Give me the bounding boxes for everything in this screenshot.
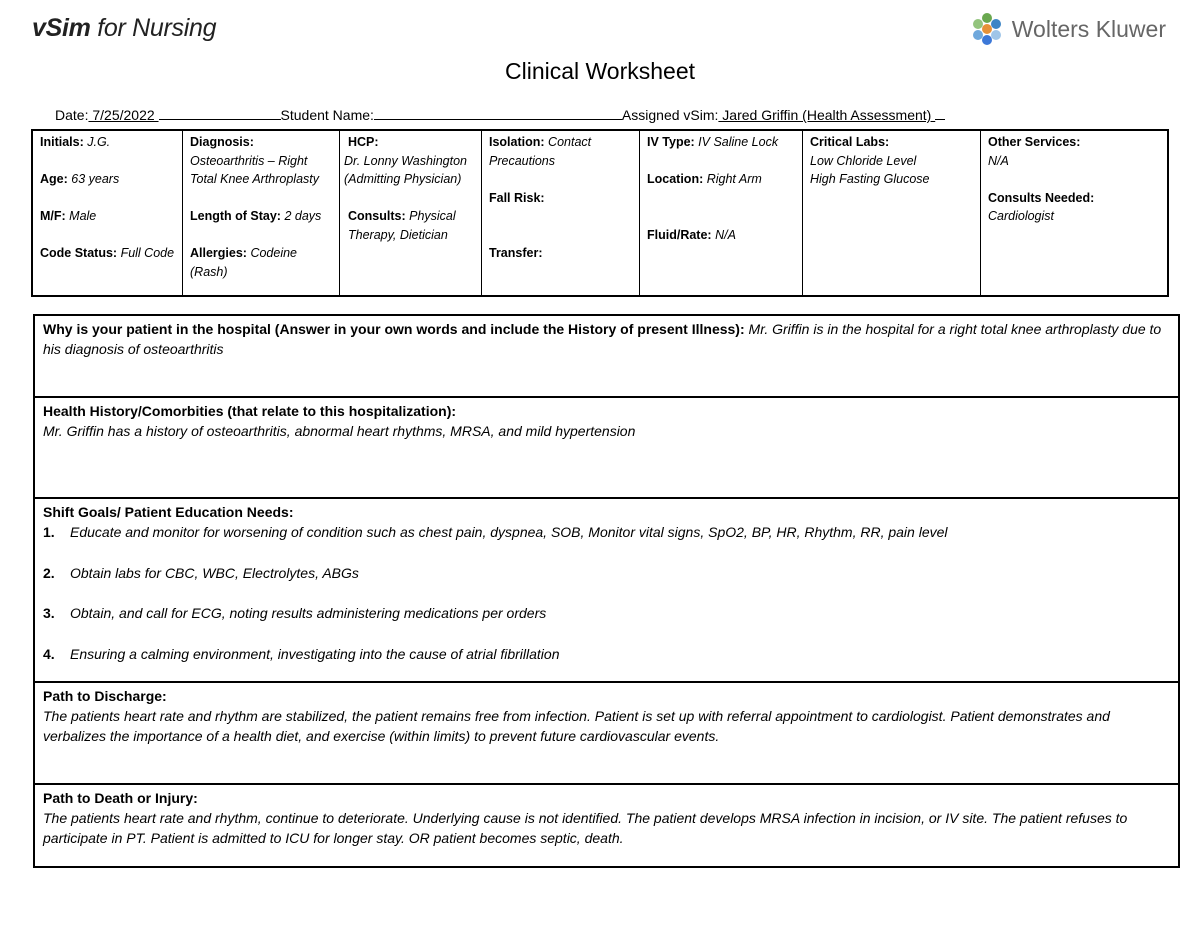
goal-item — [43, 644, 1170, 664]
date-value: 7/25/2022 — [88, 107, 159, 123]
goal-number: 2. — [43, 564, 55, 581]
page-title: Clinical Worksheet — [504, 58, 696, 84]
section-answer: Mr. Griffin has a history of osteoarthritis, abnormal heart rhythms, MRSA, and mild hypertension — [43, 423, 636, 439]
student-name-blank — [374, 107, 622, 120]
section-question: Path to Death or Injury: — [43, 790, 198, 806]
isolation-label: Isolation: — [489, 135, 545, 149]
wolters-kluwer-logo — [970, 12, 1166, 46]
hcp-label: HCP: — [348, 135, 379, 149]
consults-needed-label: Consults Needed: — [988, 190, 1095, 205]
code-status-value: Full Code — [117, 246, 175, 260]
length-of-stay-label: Length of Stay: — [190, 209, 281, 223]
goal-text: Ensuring a calming environment, investigating into the cause of atrial fibrillation — [70, 645, 560, 662]
critical-lab-value: Low Chloride Level — [810, 153, 917, 168]
vsim-logo — [32, 14, 216, 43]
goal-number: 4. — [43, 645, 55, 662]
vsim-blank — [935, 107, 945, 120]
vsim-logo-text: for Nursing — [90, 14, 217, 42]
goal-item — [43, 522, 1170, 542]
goal-text: Educate and monitor for worsening of condition such as chest pain, dyspnea, SOB, Monitor vital signs, SpO2, BP, HR, Rhythm, RR, pain level — [70, 524, 948, 540]
goal-item — [43, 603, 1170, 623]
worksheet-sections — [33, 314, 1180, 868]
section-answer: The patients heart rate and rhythm are stabilized, the patient remains free from infection. Patient is set up with referral appointment to cardiologist. Patient demonstrates and verbalizes the importance of a health diet, and exercise (within limits) to prevent future cardiovascular events. — [43, 708, 1110, 744]
section-answer: Mr. Griffin is in the hospital for a right total knee arthroplasty due to his diagnosis of osteoarthritis — [43, 321, 1162, 357]
initials-label: Initials: — [40, 135, 84, 149]
critical-lab-value: High Fasting Glucose — [810, 172, 930, 186]
fluid-rate-value: N/A — [711, 227, 736, 242]
consults-needed-value: Cardiologist — [988, 209, 1055, 223]
allergies-value: Codeine (Rash) — [190, 246, 298, 279]
vsim-logo-mark: vSim — [32, 14, 91, 42]
sex-value: Male — [65, 209, 97, 223]
date-blank — [159, 107, 281, 120]
length-of-stay-value: 2 days — [280, 209, 322, 223]
section-question: Why is your patient in the hospital (Answer in your own words and include the History of present Illness): — [43, 321, 745, 337]
allergies-label: Allergies: — [190, 246, 247, 260]
goal-text: Obtain, and call for ECG, noting results administering medications per orders — [70, 605, 547, 621]
fluid-rate-label: Fluid/Rate: — [647, 227, 712, 242]
wolters-kluwer-logo-icon — [970, 12, 1004, 46]
age-label: Age: — [40, 172, 68, 186]
iv-type-label: IV Type: — [647, 135, 695, 149]
goal-number: 1. — [43, 524, 55, 540]
section-answer: The patients heart rate and rhythm, continue to deteriorate. Underlying cause is not identified. The patient develops MRSA infection in incision, or IV site. The patient refuses to participate in PT. Patient is admitted to ICU for longer stay. OR patient becomes septic, death. — [43, 810, 1128, 846]
section-path-to-death-or-injury — [35, 785, 1178, 866]
consults-value: Physical Therapy, Dietician — [348, 209, 456, 242]
initials-value: J.G. — [83, 135, 111, 149]
critical-labs-label: Critical Labs: — [810, 135, 890, 149]
section-health-history — [35, 398, 1178, 499]
code-status-label: Code Status: — [40, 246, 118, 260]
age-value: 63 years — [67, 172, 120, 186]
worksheet-header — [55, 107, 945, 123]
info-column-isolation — [482, 131, 640, 295]
info-column-services — [981, 131, 1167, 295]
section-reason-for-admission — [35, 316, 1178, 398]
location-label: Location: — [647, 172, 704, 186]
diagnosis-value: Osteoarthritis – Right Total Knee Arthroplasty — [190, 153, 320, 186]
isolation-value: Contact Precautions — [489, 135, 592, 168]
assigned-vsim-value: Jared Griffin (Health Assessment) — [718, 107, 936, 123]
iv-type-value: IV Saline Lock — [694, 135, 779, 149]
fall-risk-label: Fall Risk: — [489, 190, 545, 205]
info-column-patient — [33, 131, 183, 295]
info-column-diagnosis — [183, 131, 340, 295]
hcp-value: Dr. Lonny Washington (Admitting Physician) — [344, 153, 467, 186]
info-column-labs — [803, 131, 981, 295]
goal-number: 3. — [43, 605, 55, 621]
section-question: Shift Goals/ Patient Education Needs: — [43, 504, 294, 520]
sex-label: M/F: — [40, 209, 66, 223]
info-column-hcp — [340, 131, 482, 295]
wolters-kluwer-logo-text: Wolters Kluwer — [1011, 15, 1166, 42]
patient-info-table — [31, 129, 1169, 297]
diagnosis-label: Diagnosis: — [190, 135, 254, 149]
info-column-iv — [640, 131, 803, 295]
other-services-value: N/A — [988, 153, 1009, 168]
date-label: Date: — [55, 107, 89, 123]
goal-text: Obtain labs for CBC, WBC, Electrolytes, ABGs — [70, 564, 359, 581]
goal-item — [43, 563, 1170, 583]
other-services-label: Other Services: — [988, 135, 1081, 149]
location-value: Right Arm — [703, 172, 762, 186]
section-shift-goals — [35, 499, 1178, 683]
section-question: Health History/Comorbities (that relate to this hospitalization): — [43, 403, 457, 419]
transfer-label: Transfer: — [489, 246, 543, 260]
assigned-vsim-label: Assigned vSim: — [621, 107, 719, 123]
student-name-label: Student Name: — [280, 107, 374, 123]
section-question: Path to Discharge: — [43, 688, 167, 704]
consults-label: Consults: — [348, 209, 406, 223]
section-path-to-discharge — [35, 683, 1178, 785]
